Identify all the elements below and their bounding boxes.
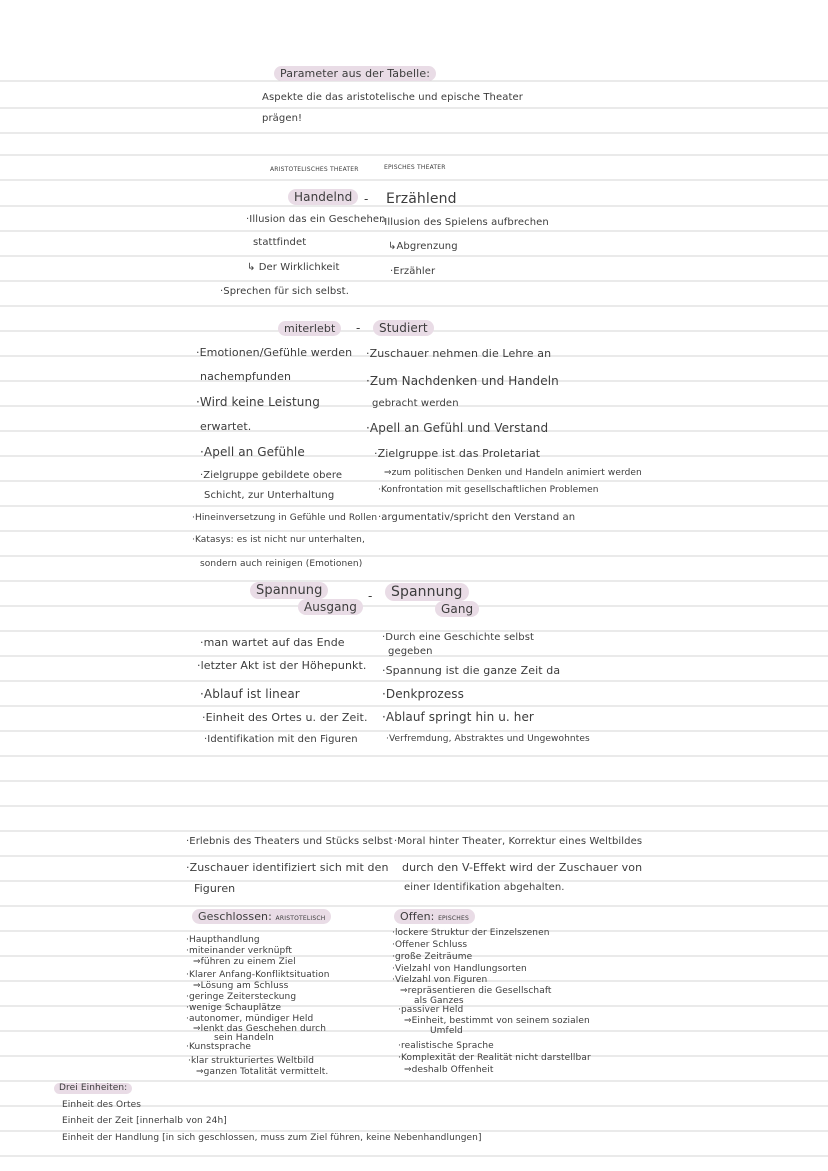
section5-left-heading-label: Geschlossen: [198,910,272,923]
s5-left-item: ⇒führen zu einem Ziel [193,957,296,967]
s3-left-item: ·Einheit des Ortes u. der Zeit. [202,711,368,724]
s5-left-item: ·geringe Zeitersteckung [186,992,297,1002]
column-label-right: EPISCHES THEATER [384,164,446,171]
s5-left-item: sein Handeln [214,1033,274,1043]
section5-right-heading [394,909,475,924]
s2-left-item: sondern auch reinigen (Emotionen) [200,559,363,569]
s2-left-item: ·Katasys: es ist nicht nur unterhalten, [192,535,365,545]
section1-separator: - [364,192,369,206]
s4-left-item: ·Erlebnis des Theaters und Stücks selbst [186,836,393,847]
s1-left-item: ↳ Der Wirklichkeit [247,262,340,273]
s3-right-item: ·Verfremdung, Abstraktes und Ungewohntes [386,734,590,744]
page-title: Parameter aus der Tabelle: [274,66,436,81]
column-label-left: ARISTOTELISCHES THEATER [270,166,359,173]
s2-left-item: ·Emotionen/Gefühle werden [196,346,353,359]
section5-left-heading [192,909,331,924]
s1-right-item: ·Erzähler [390,266,436,277]
s3-left-item: ·man wartet auf das Ende [200,636,345,649]
s5-left-item: ·klar strukturiertes Weltbild [188,1056,315,1066]
footer-item: Einheit der Zeit [innerhalb von 24h] [62,1116,227,1126]
section3-left-subheading: Ausgang [298,599,363,615]
s5-left-item: ⇒Lösung am Schluss [193,981,289,991]
section1-right-heading: Erzählend [386,191,457,207]
s4-left-item: Figuren [194,882,236,895]
subtitle-line-2: prägen! [262,113,303,124]
s4-right-item: durch den V-Effekt wird der Zuschauer von [402,861,643,874]
s5-right-item: ·große Zeiträume [392,952,473,962]
s5-right-item: ·lockere Struktur der Einzelszenen [392,928,550,938]
footer-item: Einheit der Handlung [in sich geschlossen, muss zum Ziel führen, keine Nebenhandlungen] [62,1133,482,1143]
s2-right-item: ·Zuschauer nehmen die Lehre an [366,347,552,360]
s2-left-item: ·Hineinversetzung in Gefühle und Rollen [192,513,378,523]
s2-left-item: ·Apell an Gefühle [200,445,305,459]
s3-left-item: ·Ablauf ist linear [200,687,300,701]
s5-right-item: ⇒deshalb Offenheit [404,1065,494,1075]
section2-right-heading: Studiert [373,320,434,336]
s5-left-item: ·Klarer Anfang-Konfliktsituation [186,970,330,980]
section2-separator: - [356,321,361,335]
section3-separator: - [368,589,373,603]
section1-left-heading: Handelnd [288,189,358,205]
s2-left-item: ·Zielgruppe gebildete obere [200,470,343,481]
section3-right-subheading: Gang [435,601,479,617]
s4-right-item: ·Moral hinter Theater, Korrektur eines Weltbildes [394,836,643,847]
s5-right-item: ·Komplexität der Realität nicht darstellbar [398,1053,591,1063]
s3-left-item: ·Identifikation mit den Figuren [204,734,358,745]
section3-left-heading: Spannung [250,582,328,599]
s2-left-item: ·Wird keine Leistung [196,395,320,409]
s2-right-item: ·Apell an Gefühl und Verstand [366,421,549,435]
s5-left-item: ⇒ganzen Totalität vermittelt. [196,1067,329,1077]
s3-right-item: ·Denkprozess [382,687,465,701]
s5-right-item: als Ganzes [414,996,464,1006]
s3-left-item: ·letzter Akt ist der Höhepunkt. [197,659,367,672]
s3-right-item: gegeben [388,646,433,657]
s5-right-item: ·passiver Held [398,1005,464,1015]
s5-right-item: ·Vielzahl von Handlungsorten [392,964,527,974]
s5-right-item: ·Vielzahl von Figuren [392,975,488,985]
s2-right-item: gebracht werden [372,398,459,409]
s4-right-item: einer Identifikation abgehalten. [404,882,565,893]
s3-right-item: ·Durch eine Geschichte selbst [382,632,535,643]
s2-right-item: ·Zielgruppe ist das Proletariat [374,447,541,460]
s5-left-item: ·Haupthandlung [186,935,260,945]
s5-left-item: ·autonomer, mündiger Held [186,1014,314,1024]
s5-right-item: ⇒repräsentieren die Gesellschaft [400,986,552,996]
s1-left-item: ·Sprechen für sich selbst. [220,286,349,297]
section2-left-heading: miterlebt [278,321,341,336]
s5-left-item: ⇒lenkt das Geschehen durch [193,1024,327,1034]
s5-left-item: ·wenige Schauplätze [186,1003,282,1013]
s1-left-item: stattfindet [253,237,307,248]
s5-left-item: ·Kunstsprache [186,1042,252,1052]
footer-item: Einheit des Ortes [62,1100,142,1110]
footer-title: Drei Einheiten: [54,1083,132,1094]
section3-right-heading: Spannung [385,583,469,601]
s2-right-item: ·Zum Nachdenken und Handeln [366,374,559,388]
s1-left-item: ·Illusion das ein Geschehen [246,214,386,225]
s5-left-item: ·miteinander verknüpft [186,946,293,956]
s5-right-item: ·realistische Sprache [398,1041,494,1051]
section5-right-heading-label: Offen: [400,910,435,923]
s2-left-item: erwartet. [200,420,252,433]
s5-right-item: ·Offener Schluss [392,940,468,950]
s2-right-item: ·Konfrontation mit gesellschaftlichen Problemen [378,485,599,495]
section5-left-tag: ARISTOTELISCH [275,915,326,922]
s2-left-item: Schicht, zur Unterhaltung [204,490,335,501]
s1-right-item: ↳Abgrenzung [388,241,458,252]
s5-right-item: Umfeld [430,1026,463,1036]
s2-left-item: nachempfunden [200,370,292,383]
s1-right-item: ·Illusion des Spielens aufbrechen [381,217,549,228]
s5-right-item: ⇒Einheit, bestimmt von seinem sozialen [404,1016,590,1026]
section5-right-tag: EPISCHES [438,915,469,922]
s2-right-item: ⇒zum politischen Denken und Handeln animiert werden [384,468,642,478]
s3-right-item: ·Spannung ist die ganze Zeit da [382,664,561,677]
s2-right-item: ·argumentativ/spricht den Verstand an [378,512,576,523]
subtitle-line-1: Aspekte die das aristotelische und epische Theater [262,92,523,103]
s3-right-item: ·Ablauf springt hin u. her [382,710,534,724]
s4-left-item: ·Zuschauer identifiziert sich mit den [186,861,389,874]
